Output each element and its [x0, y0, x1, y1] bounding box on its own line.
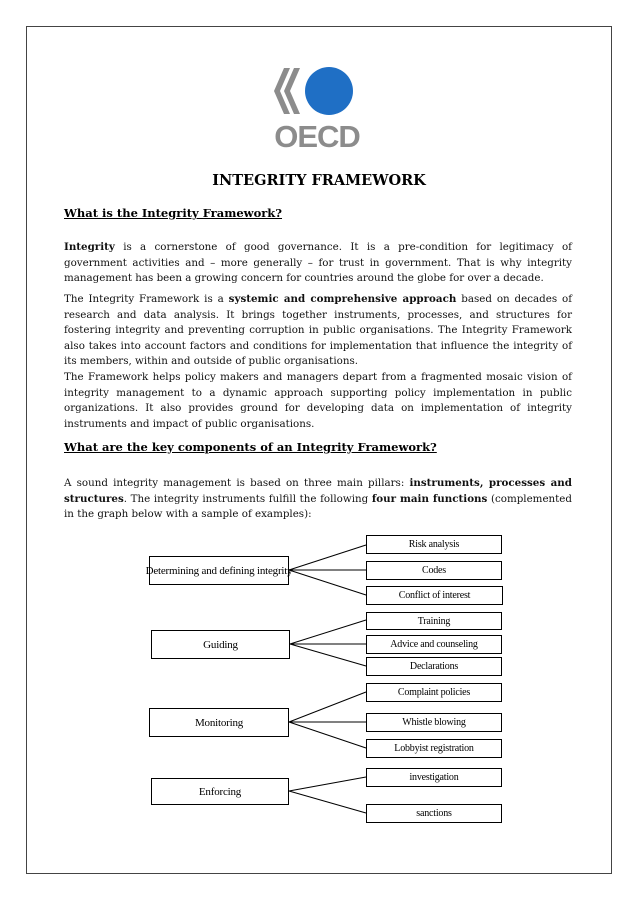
oecd-wordmark: OECD [274, 119, 360, 150]
text-integrity-rest: is a cornerstone of good governance. It is a pre-condition for legitimacy of government activities and – more generally – for trust in government. That is why integrity management has been a growing concern for countries around the globe for over a decade. [64, 241, 572, 285]
text-framework-a: The Integrity Framework is a [64, 293, 229, 305]
oecd-swoosh-icon [274, 68, 300, 114]
example-box-complaint-policies: Complaint policies [366, 683, 502, 702]
example-box-codes: Codes [366, 561, 502, 580]
section-heading-what-is: What is the Integrity Framework? [64, 206, 283, 220]
text-framework-b: based on decades of research and data analysis. It brings together instruments, processes, and structures for fostering integrity and preventing corruption in public organisations. The Integrity Framework also takes into account factors and conditions for implementation that influence the integrity of its members, within and outside of public organisations. [64, 293, 573, 368]
bold-integrity: Integrity [64, 241, 115, 253]
bold-systemic: systemic and comprehensive approach [228, 293, 457, 305]
example-box-advice: Advice and counseling [366, 635, 502, 654]
example-box-risk-analysis: Risk analysis [366, 535, 502, 554]
paragraph-framework [64, 292, 572, 370]
text-pillars-b: . The integrity instruments fulfill the following [123, 492, 372, 505]
example-box-conflict-of-interest: Conflict of interest [366, 586, 503, 605]
oecd-logo [272, 64, 362, 150]
text-pillars-c: (complemented in the graph below with a sample of examples): [64, 492, 572, 521]
paragraph-pillars [64, 476, 572, 523]
example-box-declarations: Declarations [366, 657, 502, 676]
example-box-whistle-blowing: Whistle blowing [366, 713, 502, 732]
page-title: INTEGRITY FRAMEWORK [212, 172, 426, 189]
oecd-globe-icon [305, 67, 353, 115]
paragraph-policy-makers: The Framework helps policy makers and managers depart from a fragmented mosaic vision of integrity management to a dynamic approach supporting policy implementation in public organizations. It also provides ground for developing data on implementation of integrity instruments and impact of public organisations. [64, 371, 572, 430]
function-box-monitoring: Monitoring [149, 708, 289, 737]
function-box-guiding: Guiding [151, 630, 290, 659]
function-box-enforcing: Enforcing [151, 778, 289, 805]
bold-pillars: instruments, processes and structures [64, 477, 572, 505]
example-box-sanctions: sanctions [366, 804, 502, 823]
text-pillars-a: A sound integrity management is based on three main pillars: [64, 477, 410, 489]
bold-four-functions: four main functions [371, 492, 488, 505]
paragraph-integrity [64, 240, 572, 287]
example-box-investigation: investigation [366, 768, 502, 787]
example-box-training: Training [366, 612, 502, 630]
section-heading-key-components: What are the key components of an Integrity Framework? [64, 440, 437, 454]
function-box-determining: Determining and defining integrity [149, 556, 289, 585]
example-box-lobbyist-registration: Lobbyist registration [366, 739, 502, 758]
